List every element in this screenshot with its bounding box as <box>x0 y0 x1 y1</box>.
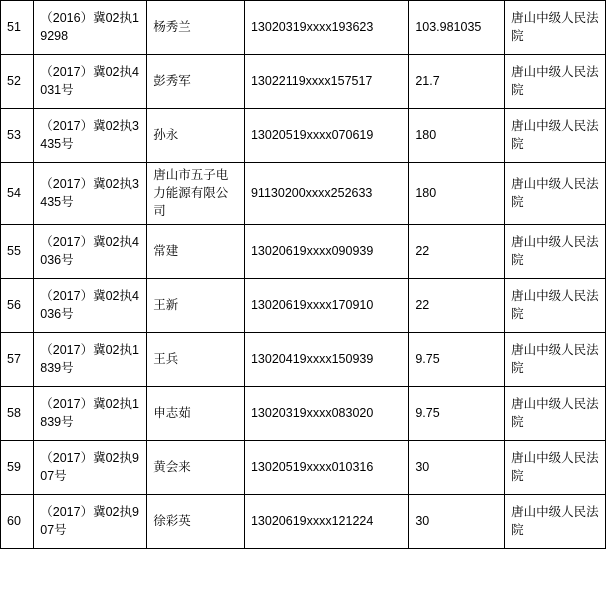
id-number-cell <box>244 163 408 225</box>
id-number-text: 13020519xxxx010316 <box>250 459 374 474</box>
amount-text: 21.7 <box>415 73 440 88</box>
party-name-text: 彭秀军 <box>153 73 191 88</box>
id-number-text: 13020319xxxx083020 <box>250 405 374 420</box>
case-number-text: （2017）冀02执3435号 <box>40 176 139 209</box>
id-number-text: 13020619xxxx170910 <box>250 297 374 312</box>
id-number-cell <box>244 55 408 109</box>
table-row <box>1 55 606 109</box>
party-name-text: 徐彩英 <box>153 513 191 528</box>
id-number-text: 13022119xxxx157517 <box>250 73 373 88</box>
table-row <box>1 163 606 225</box>
row-index-cell <box>1 441 34 495</box>
case-number-text: （2017）冀02执4031号 <box>40 64 139 97</box>
party-name-text: 常建 <box>153 243 179 258</box>
party-name-cell <box>147 225 245 279</box>
row-index-text: 55 <box>7 243 21 258</box>
row-index-text: 58 <box>7 405 21 420</box>
id-number-text: 13020619xxxx121224 <box>250 513 374 528</box>
court-text: 唐山中级人民法院 <box>511 289 599 321</box>
case-number-text: （2017）冀02执3435号 <box>40 118 139 151</box>
row-index-cell <box>1 109 34 163</box>
party-name-text: 孙永 <box>153 127 179 142</box>
row-index-cell <box>1 163 34 225</box>
court-cell <box>505 225 606 279</box>
case-number-text: （2017）冀02执4036号 <box>40 235 139 267</box>
id-number-text: 13020619xxxx090939 <box>250 243 374 258</box>
amount-cell <box>409 387 505 441</box>
court-text: 唐山中级人民法院 <box>511 397 599 429</box>
party-name-cell <box>147 279 245 333</box>
amount-text: 30 <box>415 513 430 528</box>
row-index-text: 60 <box>7 513 21 528</box>
row-index-cell <box>1 225 34 279</box>
party-name-cell <box>147 387 245 441</box>
court-cell <box>505 279 606 333</box>
party-name-cell <box>147 109 245 163</box>
court-text: 唐山中级人民法院 <box>511 64 599 97</box>
party-name-text: 王新 <box>153 297 179 312</box>
row-index-cell <box>1 1 34 55</box>
id-number-cell <box>244 495 408 549</box>
id-number-cell <box>244 387 408 441</box>
court-cell <box>505 495 606 549</box>
table-body <box>1 1 606 549</box>
table-row <box>1 495 606 549</box>
amount-text: 22 <box>415 243 430 258</box>
table-row <box>1 441 606 495</box>
id-number-text: 91130200xxxx252633 <box>250 185 373 200</box>
amount-text: 180 <box>415 127 437 142</box>
row-index-cell <box>1 55 34 109</box>
amount-text: 9.75 <box>415 405 440 420</box>
party-name-text: 黄会来 <box>153 459 191 474</box>
amount-text: 9.75 <box>415 351 440 366</box>
row-index-text: 54 <box>7 185 21 200</box>
id-number-cell <box>244 441 408 495</box>
row-index-cell <box>1 333 34 387</box>
case-number-text: （2016）冀02执19298 <box>40 10 139 43</box>
id-number-cell <box>244 109 408 163</box>
id-number-text: 13020319xxxx193623 <box>250 19 374 34</box>
case-number-cell <box>34 55 147 109</box>
court-text: 唐山中级人民法院 <box>511 505 599 537</box>
court-cell <box>505 441 606 495</box>
party-name-cell <box>147 495 245 549</box>
case-number-text: （2017）冀02执1839号 <box>40 397 139 429</box>
table-row <box>1 279 606 333</box>
court-cell <box>505 387 606 441</box>
case-number-cell <box>34 163 147 225</box>
id-number-cell <box>244 1 408 55</box>
row-index-cell <box>1 495 34 549</box>
case-number-text: （2017）冀02执4036号 <box>40 289 139 321</box>
court-cell <box>505 333 606 387</box>
row-index-cell <box>1 387 34 441</box>
case-number-cell <box>34 441 147 495</box>
party-name-text: 唐山市五子电力能源有限公司 <box>153 168 229 218</box>
case-number-cell <box>34 333 147 387</box>
party-name-cell <box>147 441 245 495</box>
row-index-text: 57 <box>7 351 21 366</box>
table-row <box>1 109 606 163</box>
row-index-text: 59 <box>7 459 21 474</box>
row-index-text: 51 <box>7 19 21 34</box>
case-number-text: （2017）冀02执1839号 <box>40 343 139 375</box>
case-number-cell <box>34 225 147 279</box>
table-row <box>1 225 606 279</box>
party-name-text: 王兵 <box>153 351 179 366</box>
case-number-cell <box>34 495 147 549</box>
id-number-text: 13020519xxxx070619 <box>250 127 374 142</box>
amount-text: 180 <box>415 185 437 200</box>
amount-cell <box>409 441 505 495</box>
case-number-cell <box>34 1 147 55</box>
case-number-text: （2017）冀02执907号 <box>40 505 139 537</box>
amount-cell <box>409 333 505 387</box>
id-number-cell <box>244 279 408 333</box>
row-index-text: 52 <box>7 73 21 88</box>
row-index-text: 53 <box>7 127 21 142</box>
table-row <box>1 333 606 387</box>
party-name-cell <box>147 163 245 225</box>
amount-cell <box>409 279 505 333</box>
court-text: 唐山中级人民法院 <box>511 235 599 267</box>
case-number-cell <box>34 109 147 163</box>
amount-text: 22 <box>415 297 430 312</box>
amount-text: 103.981035 <box>415 19 482 34</box>
id-number-cell <box>244 333 408 387</box>
row-index-cell <box>1 279 34 333</box>
court-text: 唐山中级人民法院 <box>511 451 599 483</box>
court-cell <box>505 109 606 163</box>
party-name-text: 杨秀兰 <box>153 19 191 34</box>
row-index-text: 56 <box>7 297 21 312</box>
id-number-text: 13020419xxxx150939 <box>250 351 374 366</box>
id-number-cell <box>244 225 408 279</box>
court-cell <box>505 1 606 55</box>
table-row <box>1 387 606 441</box>
court-cell <box>505 163 606 225</box>
amount-cell <box>409 1 505 55</box>
case-number-cell <box>34 279 147 333</box>
case-number-cell <box>34 387 147 441</box>
case-number-text: （2017）冀02执907号 <box>40 451 139 483</box>
amount-cell <box>409 55 505 109</box>
court-text: 唐山中级人民法院 <box>511 176 599 209</box>
amount-cell <box>409 225 505 279</box>
court-cell <box>505 55 606 109</box>
party-name-cell <box>147 1 245 55</box>
amount-cell <box>409 495 505 549</box>
amount-cell <box>409 163 505 225</box>
party-name-cell <box>147 333 245 387</box>
court-text: 唐山中级人民法院 <box>511 343 599 375</box>
party-name-text: 申志茹 <box>153 405 191 420</box>
amount-text: 30 <box>415 459 430 474</box>
table-row <box>1 1 606 55</box>
party-name-cell <box>147 55 245 109</box>
amount-cell <box>409 109 505 163</box>
court-text: 唐山中级人民法院 <box>511 118 599 151</box>
court-text: 唐山中级人民法院 <box>511 10 599 43</box>
